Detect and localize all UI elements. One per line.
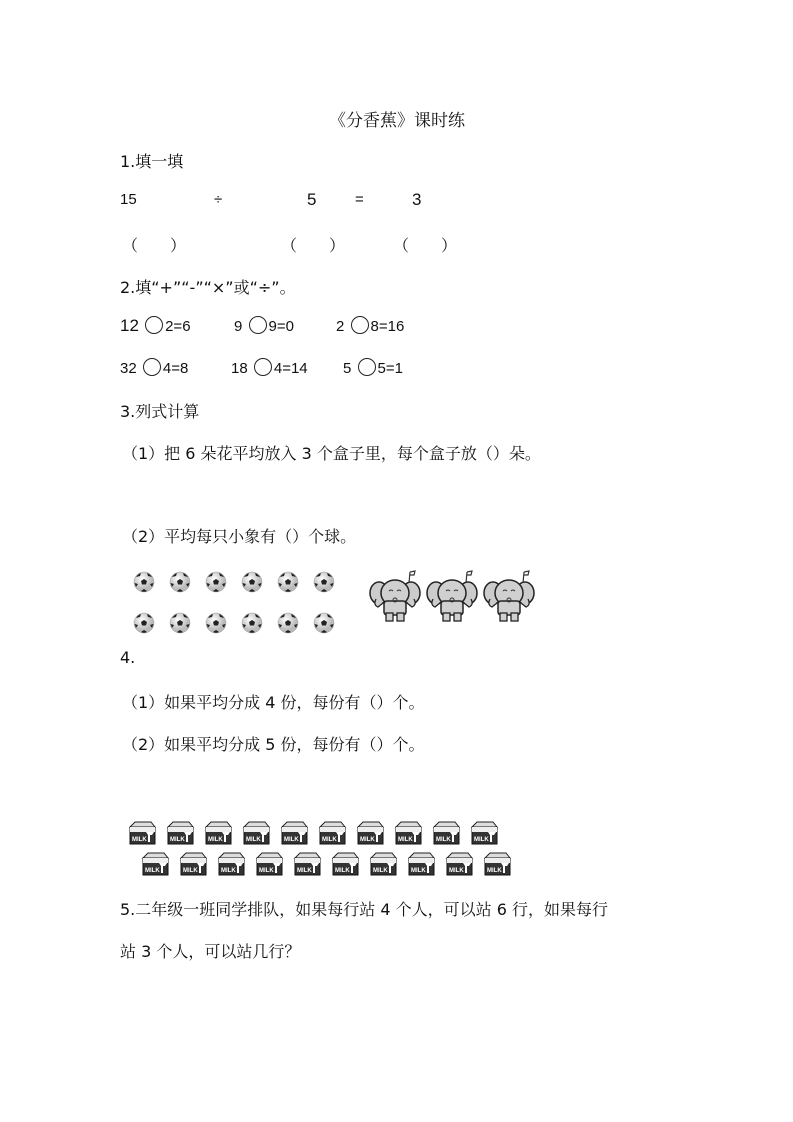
q1-divisor: 5 (307, 190, 317, 209)
milk-carton-icon (165, 820, 196, 845)
svg-text:MILK: MILK (221, 868, 236, 874)
soccer-ball-icon (241, 612, 263, 634)
soccer-ball-icon (277, 571, 299, 593)
soccer-ball-icon (241, 571, 263, 593)
soccer-ball-icon (205, 612, 227, 634)
milk-carton-icon (203, 820, 234, 845)
svg-text:MILK: MILK (170, 837, 185, 843)
q3-item-2: （2）平均每只小象有（）个球。 (122, 527, 357, 546)
q5-line-1: 5.二年级一班同学排队，如果每行站 4 个人，可以站 6 行，如果每行 (120, 900, 608, 919)
svg-text:MILK: MILK (373, 868, 388, 874)
q1-quotient: 3 (412, 190, 422, 209)
svg-text:MILK: MILK (360, 837, 375, 843)
milk-carton-icon (368, 851, 399, 876)
q1-operator: ÷ (214, 191, 223, 208)
q3-heading: 3.列式计算 (120, 402, 200, 421)
soccer-ball-icon (205, 571, 227, 593)
milk-carton-icon (406, 851, 437, 876)
q5-line-2: 站 3 个人，可以站几行？ (120, 942, 301, 961)
milk-carton-icon (431, 820, 462, 845)
q4-heading: 4. (120, 648, 136, 667)
svg-text:MILK: MILK (284, 837, 299, 843)
milk-carton-icon (216, 851, 247, 876)
soccer-ball-icon (313, 571, 335, 593)
milk-carton-icon (317, 820, 348, 845)
q4-item-2: （2）如果平均分成 5 份，每份有（）个。 (122, 735, 425, 754)
svg-text:MILK: MILK (246, 837, 261, 843)
svg-text:MILK: MILK (449, 868, 464, 874)
operator-circle[interactable] (358, 358, 376, 376)
q3-item-1: （1）把 6 朵花平均放入 3 个盒子里，每个盒子放（）朵。 (122, 444, 541, 463)
q2-item: 18 4=14 (231, 360, 308, 377)
milk-carton-icon (482, 851, 513, 876)
svg-text:MILK: MILK (436, 837, 451, 843)
milk-carton-icon (127, 820, 158, 845)
milk-carton-icon (178, 851, 209, 876)
milk-carton-icon (469, 820, 500, 845)
q2-item: 12 2=6 (120, 316, 191, 335)
svg-text:MILK: MILK (132, 837, 147, 843)
operator-circle[interactable] (145, 316, 163, 334)
soccer-ball-icon (277, 612, 299, 634)
svg-text:MILK: MILK (335, 868, 350, 874)
soccer-ball-icon (133, 571, 155, 593)
q2-item: 2 8=16 (336, 318, 405, 335)
elephant-icon (426, 569, 478, 623)
page-title: 《分香蕉》课时练 (329, 111, 465, 131)
milk-carton-icon (444, 851, 475, 876)
q2-item: 32 4=8 (120, 360, 189, 377)
q1-blank-dividend[interactable]: （ ） (122, 236, 187, 255)
q1-dividend: 15 (120, 191, 137, 208)
operator-circle[interactable] (143, 358, 161, 376)
soccer-ball-icon (313, 612, 335, 634)
q1-equals: = (355, 191, 364, 208)
svg-text:MILK: MILK (322, 837, 337, 843)
q2-item: 9 9=0 (234, 318, 294, 335)
milk-carton-icon (279, 820, 310, 845)
svg-text:MILK: MILK (183, 868, 198, 874)
operator-circle[interactable] (249, 316, 267, 334)
soccer-ball-icon (169, 571, 191, 593)
q4-item-1: （1）如果平均分成 4 份，每份有（）个。 (122, 693, 425, 712)
soccer-ball-icon (133, 612, 155, 634)
operator-circle[interactable] (254, 358, 272, 376)
elephant-icon (483, 569, 535, 623)
milk-carton-icon (241, 820, 272, 845)
q2-heading: 2.填“+”“-”“×”或“÷”。 (120, 278, 296, 297)
milk-carton-icon (393, 820, 424, 845)
milk-carton-icon (292, 851, 323, 876)
q1-heading: 1.填一填 (120, 152, 184, 171)
operator-circle[interactable] (351, 316, 369, 334)
q1-blank-quotient[interactable]: （ ） (393, 236, 458, 255)
svg-text:MILK: MILK (398, 837, 413, 843)
svg-text:MILK: MILK (411, 868, 426, 874)
soccer-ball-icon (169, 612, 191, 634)
milk-carton-icon (254, 851, 285, 876)
q1-blank-divisor[interactable]: （ ） (281, 236, 346, 255)
q2-item: 5 5=1 (343, 360, 403, 377)
elephant-icon (369, 569, 421, 623)
svg-text:MILK: MILK (208, 837, 223, 843)
svg-text:MILK: MILK (297, 868, 312, 874)
milk-carton-icon (140, 851, 171, 876)
svg-text:MILK: MILK (487, 868, 502, 874)
svg-text:MILK: MILK (145, 868, 160, 874)
svg-text:MILK: MILK (259, 868, 274, 874)
milk-carton-icon (330, 851, 361, 876)
svg-text:MILK: MILK (474, 837, 489, 843)
milk-carton-icon (355, 820, 386, 845)
